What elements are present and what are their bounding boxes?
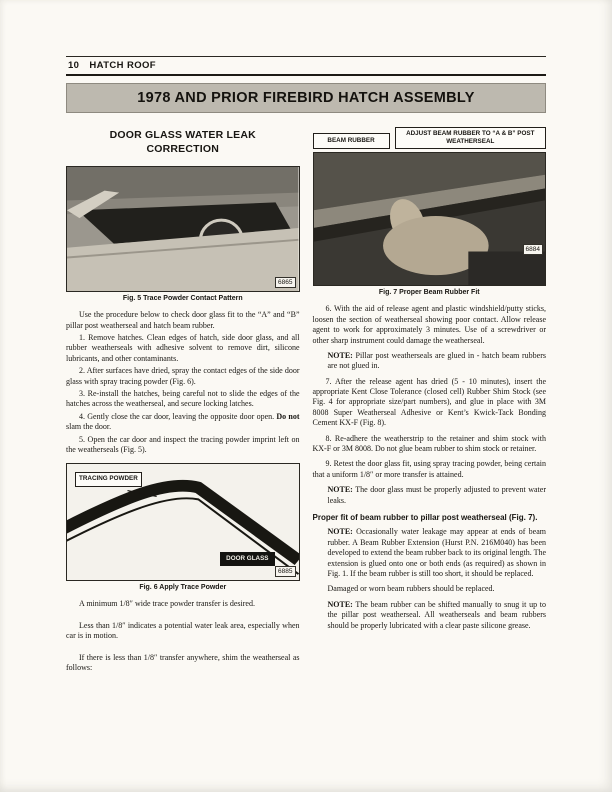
section-heading-line2: CORRECTION [146, 142, 220, 155]
fig5-photo-art [67, 167, 299, 291]
fig6-label-door-glass: DOOR GLASS [220, 552, 274, 566]
paragraph: If there is less than 1/8″ transfer anywhere, shim the weatherseal as follows: [66, 652, 300, 672]
fig7-caption: Fig. 7 Proper Beam Rubber Fit [378, 289, 480, 297]
note-paragraph: NOTE: The door glass must be properly adjusted to prevent water leaks. [327, 485, 546, 505]
figure-5 [66, 166, 300, 302]
figure-6 [66, 463, 300, 591]
page-header [66, 57, 546, 74]
right-column [313, 127, 547, 684]
header-rule-bottom [66, 74, 546, 76]
fig7-number: 6884 [523, 244, 543, 256]
note-paragraph: NOTE: The beam rubber can be shifted manually to snug it up to the pillar post weatherseal. All weatherseals and beam rubbers should be properly lubricated with a clear paste silicone grease. [327, 599, 546, 630]
paragraph: Less than 1/8″ indicates a potential water leak area, especially when car is in motion. [66, 620, 300, 641]
paragraph: Damaged or worn beam rubbers should be replaced. [327, 584, 495, 594]
note-paragraph: NOTE: Pillar post weatherseals are glued in - hatch beam rubbers are not glued in. [327, 350, 546, 371]
paragraph: 9. Retest the door glass fit, using spray tracing powder, being certain that a uniform 1/8″ or more transfer is attained. [312, 459, 546, 479]
paragraph: 5. Open the car door and inspect the tracing powder imprint left on the weatherseals (Fig. 5). [66, 434, 300, 454]
paragraph: 6. With the aid of release agent and plastic windshield/putty sticks, loosen the section of weatherseal showing poor contact. Allow release agent to work for approximately 3 minutes. Use of a screwdriver or other sharp instrument could damage the weatherseal. [312, 304, 546, 345]
fig6-diagram [66, 463, 300, 581]
note-paragraph: NOTE: Occasionally water leakage may appear at ends of beam rubber. A Beam Rubber Extension (Hurst P.N. 216M040) has been developed to extend the beam rubber back to its original length. The extension is glued onto one or both ends (as required) as shown in Fig. 1. If the beam rubber is still too short, it should be replaced. [327, 527, 546, 578]
fig7-photo [313, 152, 547, 286]
page-number: 10 [68, 60, 80, 71]
fig7-label-beam-rubber: BEAM RUBBER [313, 133, 390, 149]
figure-7 [313, 127, 547, 296]
paragraph: 1. Remove hatches. Clean edges of hatch, side door glass, and all rubber weatherseals with adhesive solvent to remove dirt, silicone lubricants, and other contaminants. [66, 333, 300, 363]
fig6-number: 6885 [275, 566, 295, 578]
paragraph: A minimum 1/8″ wide trace powder transfer is desired. [79, 599, 255, 609]
paragraph: 7. After the release agent has dried (5 - 10 minutes), insert the appropriate Kent Close Tolerance (closed cell) Rubber Shim Stock (see Fig. 4 for appropriate size/part numbers), and glue in place with 3M 8008 Super Weatherseal Adhesive or Kent’s Kwick-Tack Bonding Cement KX-F (Fig. 8). [312, 376, 546, 428]
fig5-caption: Fig. 5 Trace Powder Contact Pattern [122, 295, 243, 303]
fig7-photo-art [314, 153, 546, 285]
subsection-heading: Proper fit of beam rubber to pillar post weatherseal (Fig. 7). [312, 512, 538, 522]
fig5-number: 6865 [275, 277, 295, 289]
section-heading-line1: DOOR GLASS WATER LEAK [109, 129, 256, 141]
page-header-label: HATCH ROOF [89, 60, 156, 71]
page-content [66, 56, 546, 684]
section-heading [72, 129, 294, 156]
paragraph: 4. Gently close the car door, leaving the opposite door open. Do not slam the door. [66, 411, 300, 432]
left-column [66, 127, 300, 684]
fig5-photo [66, 166, 300, 292]
paragraph: 8. Re-adhere the weatherstrip to the retainer and shim stock with KX-F or 3M 8008. Do not glue beam rubber to shim stock or retainer. [312, 433, 546, 454]
paragraph: 3. Re-install the hatches, being careful not to slide the edges of the hatches across the weatherseal, and secure locking latches. [66, 389, 300, 409]
fig7-callouts [313, 127, 547, 149]
paragraph: 2. After surfaces have dried, spray the contact edges of the side door glass with spray tracing powder (Fig. 6). [66, 366, 300, 386]
page-title: 1978 AND PRIOR FIREBIRD HATCH ASSEMBLY [66, 83, 546, 113]
two-column-layout [66, 127, 546, 684]
fig6-caption: Fig. 6 Apply Trace Powder [139, 584, 227, 592]
paragraph: Use the procedure below to check door glass fit to the “A” and “B” pillar post weatherseal and hatch beam rubber. [66, 310, 300, 330]
fig6-label-tracing-powder: TRACING POWDER [75, 472, 142, 486]
fig7-label-adjust-beam-rubber: ADJUST BEAM RUBBER TO “A & B” POST WEATHERSEAL [395, 127, 546, 149]
